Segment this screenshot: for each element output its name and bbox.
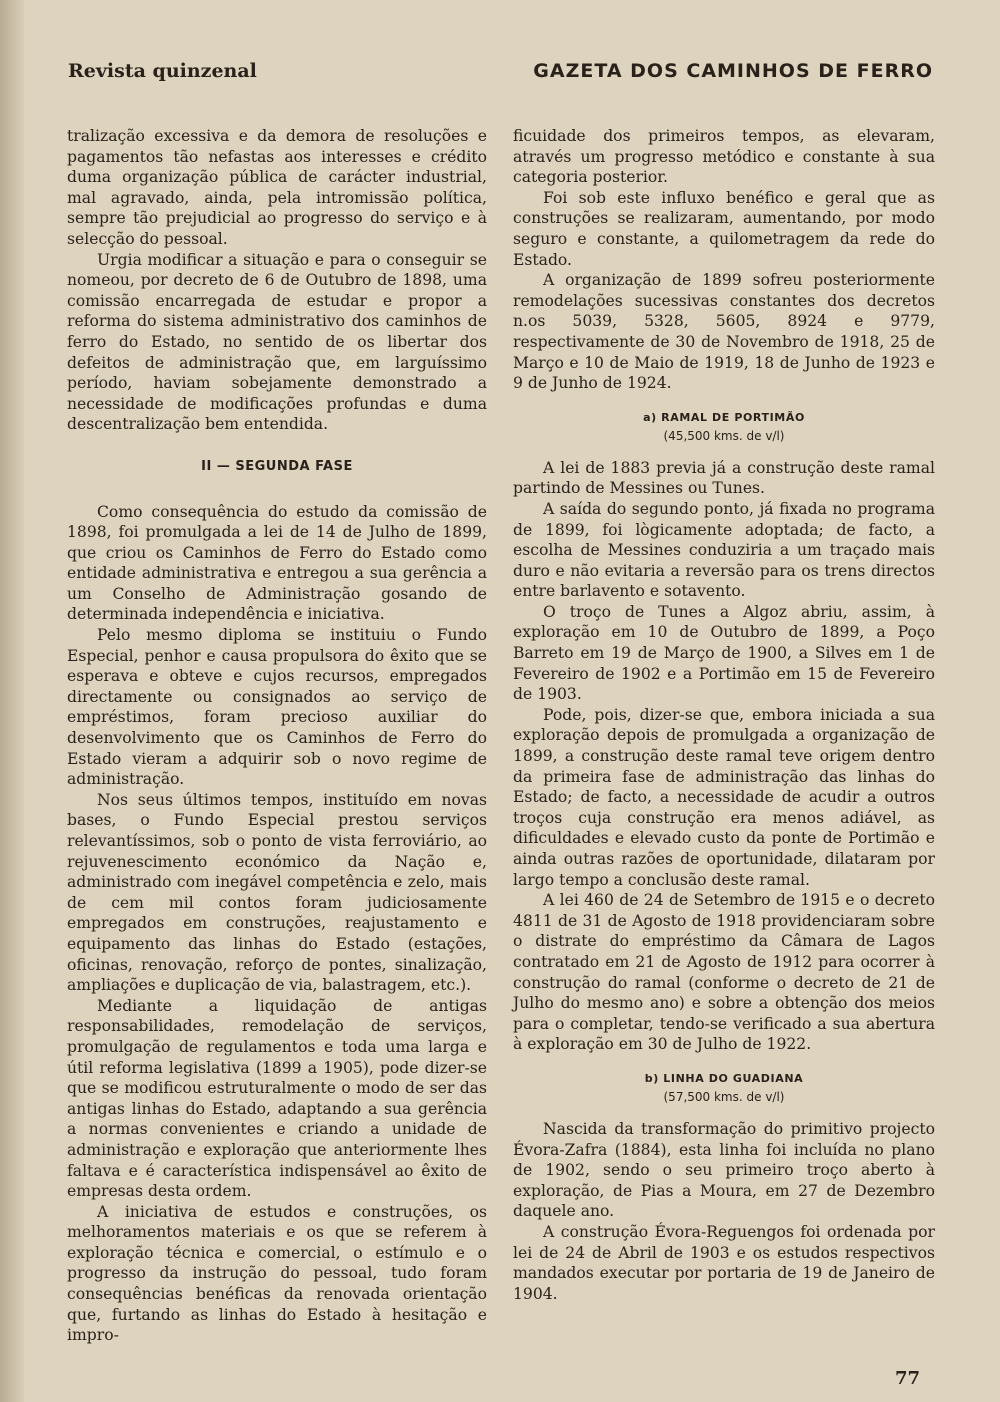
page-number: 77	[894, 1368, 920, 1389]
page-binding-shadow	[0, 0, 24, 1402]
paragraph: ficuidade dos primeiros tempos, as elevaram, através um progresso metódico e constante à sua categoria posterior.	[513, 127, 935, 187]
right-column	[513, 126, 935, 1304]
paragraph: Foi sob este influxo benéfico e geral que as construções se realizaram, aumentando, por modo seguro e constante, a quilometragem da rede do Estado.	[513, 188, 935, 269]
paragraph: tralização excessiva e da demora de resoluções e pagamentos tão nefastas aos interesses e crédito duma organização pública de carácter industrial, mal agravado, ainda, pela intromissão política, sempre tão prejudicial ao progresso do serviço e à selecção do pessoal.	[67, 127, 487, 248]
paragraph: O troço de Tunes a Algoz abriu, assim, à exploração em 10 de Outubro de 1899, a Poço Barreto em 19 de Março de 1900, a Silves em 1 de Fevereiro de 1902 e a Portimão em 15 de Fevereiro de 1903.	[513, 602, 935, 704]
paragraph: A organização de 1899 sofreu posteriormente remodelações sucessivas constantes dos decretos n.os 5039, 5328, 5605, 8924 e 9779, respectivamente de 30 de Novembro de 1918, 25 de Março e 10 de Maio de 1919, 18 de Junho de 1923 e 9 de Junho de 1924.	[513, 271, 935, 393]
paragraph: A iniciativa de estudos e construções, os melhoramentos materiais e os que se referem à exploração técnica e comercial, o estímulo e o progresso da instrução do pessoal, tudo foram consequências benéficas da renovada orientação que, furtando as linhas do Estado à hesitação e impro-	[67, 1202, 487, 1345]
paragraph: Mediante a liquidação de antigas responsabilidades, remodelação de serviços, promulgação de regulamentos e toda uma larga e útil reforma legislativa (1899 a 1905), pode dizer-se que se modificou estruturalmente o modo de ser das antigas linhas do Estado, adaptando a sua gerência a normas convenientes e criando a unidade de administração e exploração que anteriormente lhes faltava e é característica indispensável ao êxito de empresas desta ordem.	[67, 996, 487, 1201]
paragraph: A lei 460 de 24 de Setembro de 1915 e o decreto 4811 de 31 de Agosto de 1918 providenciaram sobre o distrate do empréstimo da Câmara de Lagos contratado em 21 de Agosto de 1912 para ocorrer à construção do ramal (conforme o decreto de 21 de Julho do mesmo ano) e sobre a obtenção dos meios para o completar, tendo-se verificado a sua abertura à exploração em 30 de Julho de 1922.	[513, 891, 935, 1054]
paragraph: Pode, pois, dizer-se que, embora iniciada a sua exploração depois de promulgada a organização de 1899, a construção deste ramal teve origem dentro da primeira fase de administração das linhas do Estado; de facto, a necessidade de acudir a outros troços cuja construção era menos adiável, as dificuldades e elevado custo da ponte de Portimão e ainda outras razões de oportunidade, dilataram por largo tempo a conclusão deste ramal.	[513, 705, 935, 889]
subsection-distance-guadiana: (57,500 kms. de v/l)	[663, 1089, 785, 1104]
paragraph: A lei de 1883 previa já a construção deste ramal partindo de Messines ou Tunes.	[513, 458, 935, 498]
section-heading: II — SEGUNDA FASE	[201, 458, 353, 474]
paragraph: Como consequência do estudo da comissão de 1898, foi promulgada a lei de 14 de Julho de 1899, que criou os Caminhos de Ferro do Estado como entidade administrativa e entregou a sua gerência a um Conselho de Administração gosando de determinada independência e iniciativa.	[67, 502, 487, 624]
paragraph: Urgia modificar a situação e para o conseguir se nomeou, por decreto de 6 de Outubro de 1898, uma comissão encarregada de estudar e propor a reforma do sistema administrativo dos caminhos de ferro do Estado, no sentido de os libertar dos defeitos de administração que, em larguíssimo período, haviam sobejamente demonstrado a necessidade de modificações profundas e duma descentralização bem entendida.	[67, 250, 487, 434]
running-header-left: Revista quinzenal	[68, 60, 257, 82]
running-header-right: GAZETA DOS CAMINHOS DE FERRO	[533, 60, 933, 82]
paragraph: Pelo mesmo diploma se instituiu o Fundo Especial, penhor e causa propulsora do êxito que se esperava e obteve e cujos recursos, empregados directamente ou consignados ao serviço de empréstimos, foram precioso auxiliar do desenvolvimento que os Caminhos de Ferro do Estado vieram a adquirir sob o novo regime de administração.	[67, 626, 487, 789]
paragraph: Nos seus últimos tempos, instituído em novas bases, o Fundo Especial prestou serviços relevantíssimos, sob o ponto de vista ferroviário, ao rejuvenescimento económico da Nação e, administrado com inegável competência e zelo, mais de cem mil contos foram judiciosamente empregados em construções, reajustamento e equipamento das linhas do Estado (estações, oficinas, renovação, reforço de pontes, sinalização, ampliações e duplicação de via, balastragem, etc.).	[67, 790, 487, 995]
paragraph: Nascida da transformação do primitivo projecto Évora-Zafra (1884), esta linha foi incluída no plano de 1902, sendo o seu primeiro troço aberto à exploração, de Pias a Moura, em 27 de Dezembro daquele ano.	[513, 1119, 935, 1221]
left-column	[67, 126, 487, 1346]
subsection-heading-guadiana: b) LINHA DO GUADIANA	[644, 1071, 804, 1085]
subsection-heading-portimao: a) RAMAL DE PORTIMÃO	[643, 410, 805, 424]
paragraph: A saída do segundo ponto, já fixada no programa de 1899, foi lògicamente adoptada; de facto, a escolha de Messines conduziria a um traçado mais duro e não evitaria a reversão para os trens directos entre barlavento e sotavento.	[513, 499, 935, 601]
paragraph: A construção Évora-Reguengos foi ordenada por lei de 24 de Abril de 1903 e os estudos respectivos mandados executar por portaria de 19 de Janeiro de 1904.	[513, 1222, 935, 1303]
subsection-distance-portimao: (45,500 kms. de v/l)	[663, 428, 785, 443]
